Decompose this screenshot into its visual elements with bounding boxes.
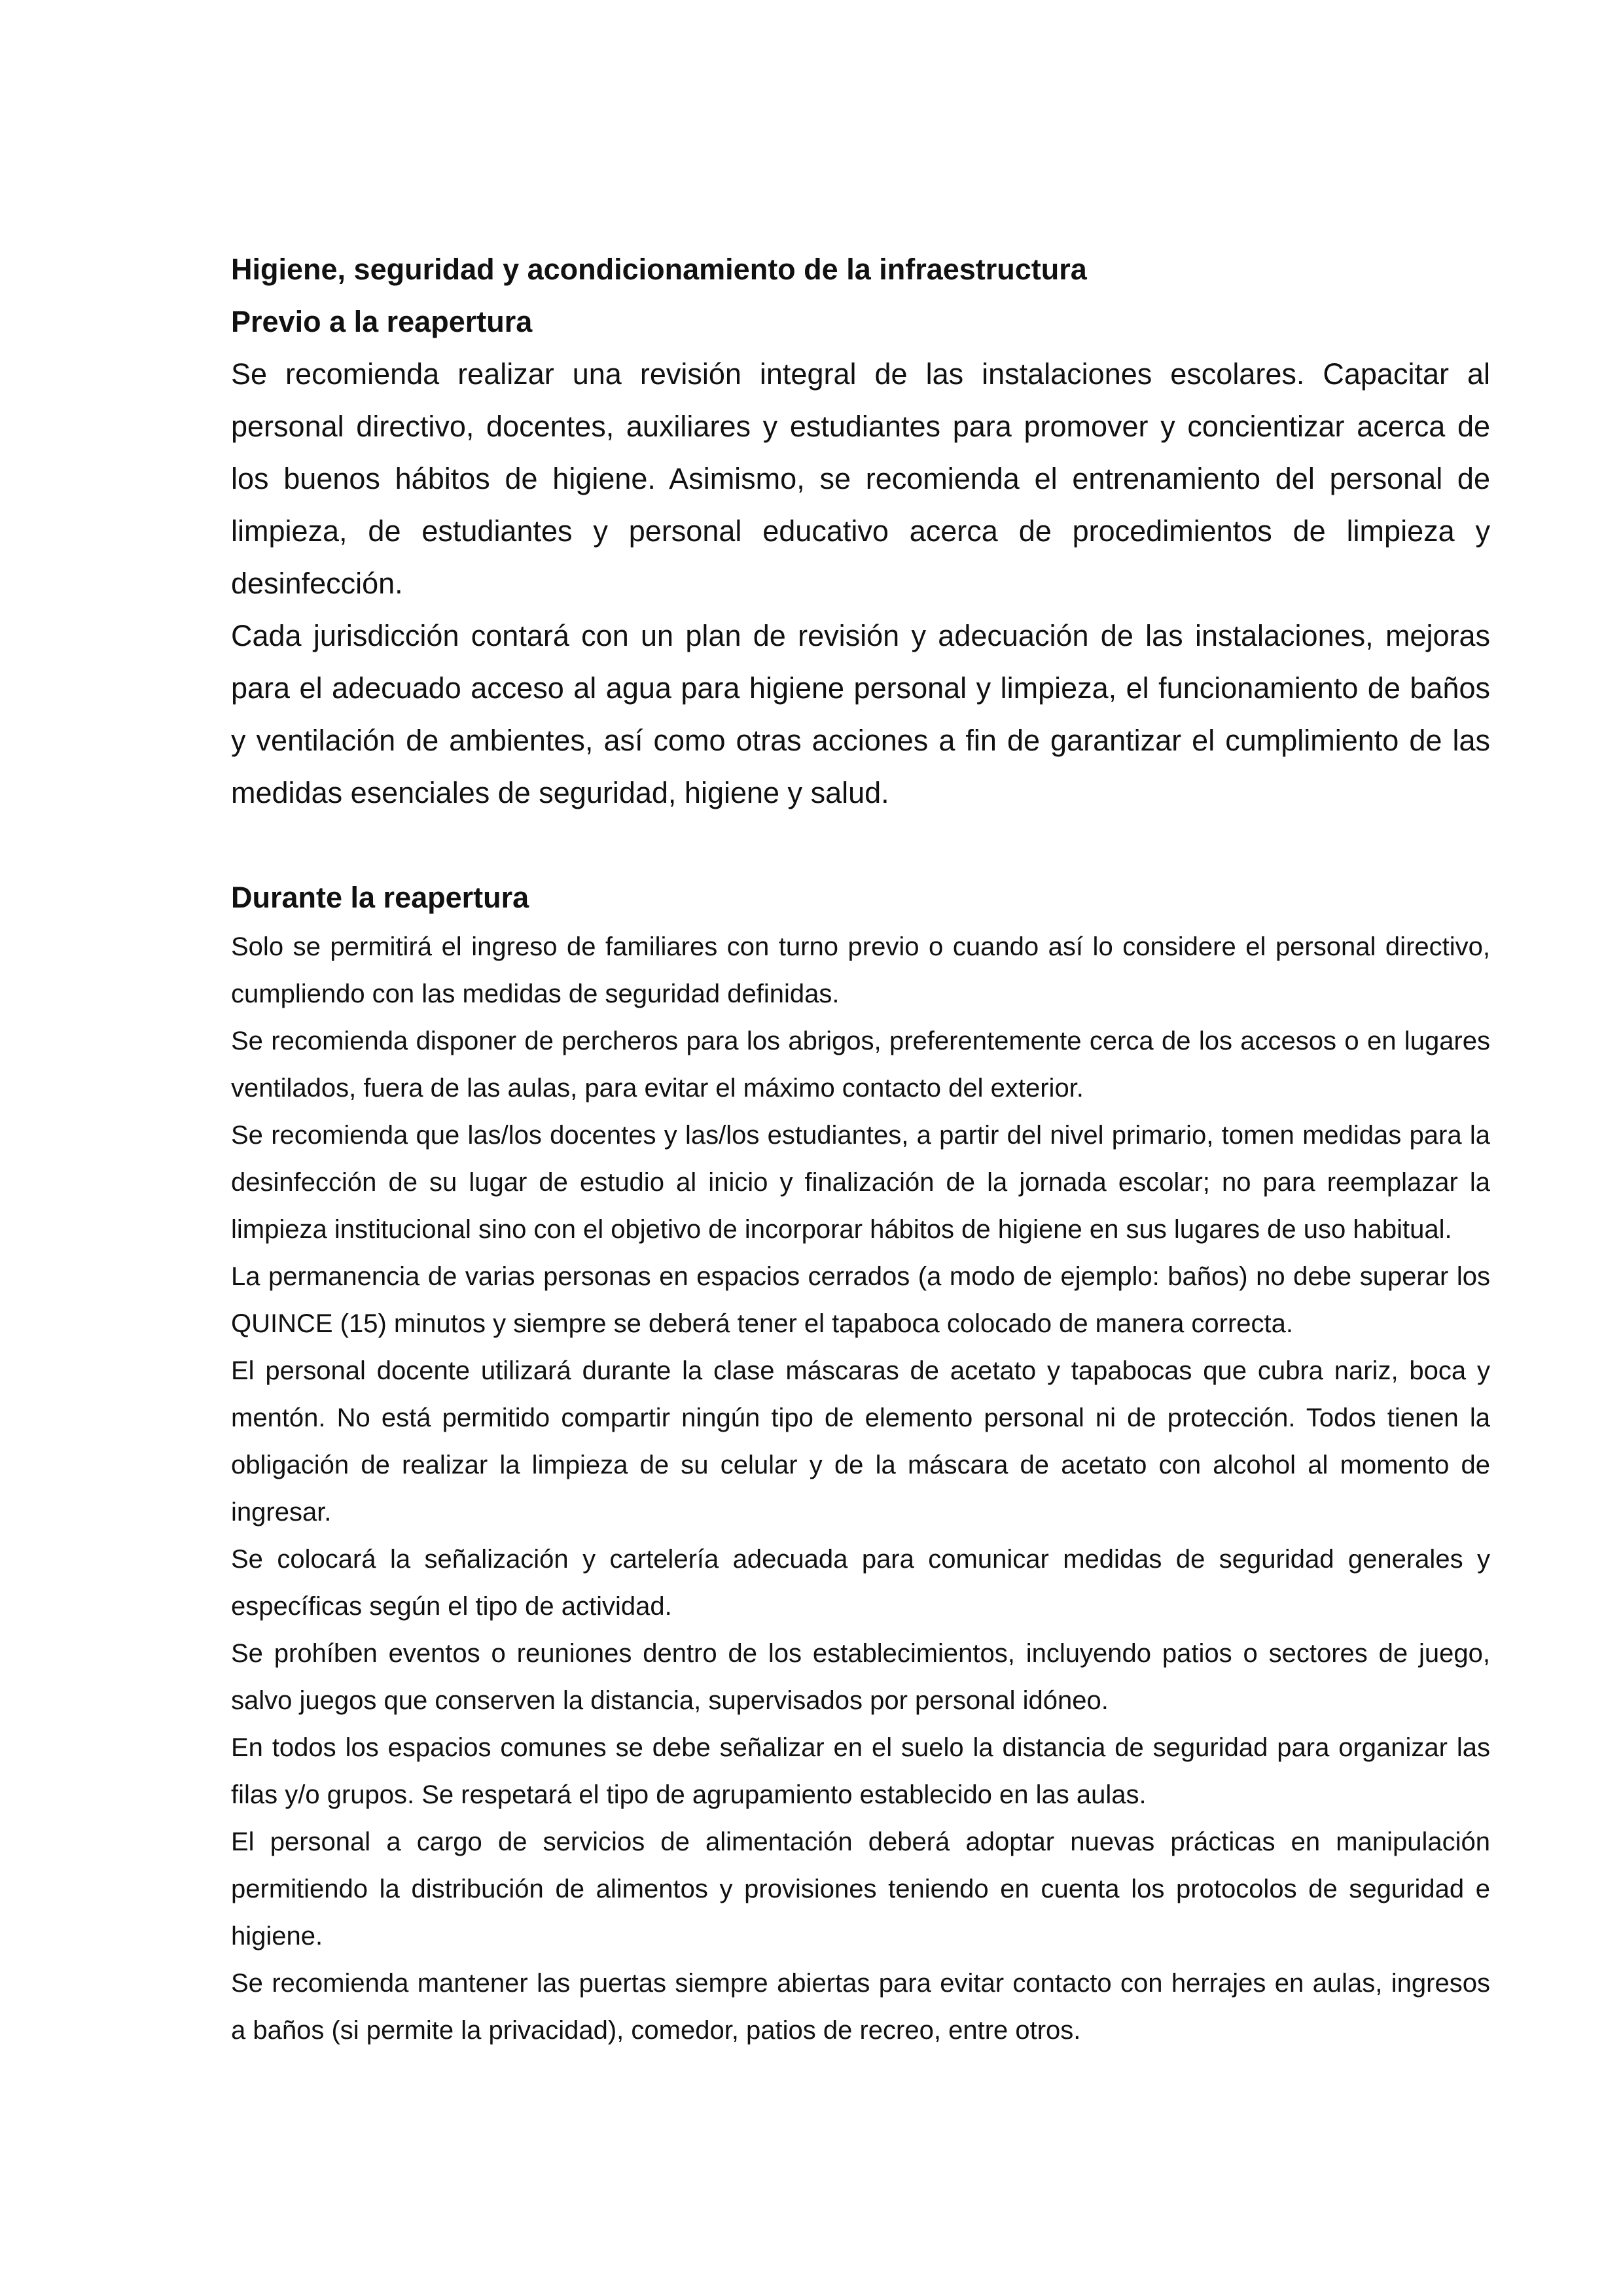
paragraph: Se colocará la señalización y cartelería adecuada para comunicar medidas de seguridad generales y específicas según el tipo de actividad. <box>231 1545 1490 1621</box>
paragraph: Se recomienda realizar una revisión integral de las instalaciones escolares. Capacitar al personal directivo, docentes, auxiliares y estudiantes para promover y concientizar acerca de los buenos hábitos de higiene. Asimismo, se recomienda el entrenamiento del personal de limpieza, de estudiantes y personal educativo acerca de procedimientos de limpieza y desinfección. <box>231 357 1490 600</box>
paragraph: El personal a cargo de servicios de alimentación deberá adoptar nuevas prácticas en manipulación permitiendo la distribución de alimentos y provisiones teniendo en cuenta los protocolos de seguridad e higiene. <box>231 1828 1490 1951</box>
document-title: Higiene, seguridad y acondicionamiento de la infraestructura <box>231 253 1087 286</box>
paragraph: Se recomienda mantener las puertas siempre abiertas para evitar contacto con herrajes en aulas, ingresos a baños (si permite la privacidad), comedor, patios de recreo, entre otros. <box>231 1969 1490 2045</box>
document-body <box>231 243 1490 2054</box>
section-heading-previo: Previo a la reapertura <box>231 305 533 338</box>
section-heading-durante: Durante la reapertura <box>231 881 529 914</box>
paragraph: Se recomienda disponer de percheros para los abrigos, preferentemente cerca de los accesos o en lugares ventilados, fuera de las aulas, para evitar el máximo contacto del exterior. <box>231 1027 1490 1103</box>
paragraph: Se prohíben eventos o reuniones dentro de los establecimientos, incluyendo patios o sectores de juego, salvo juegos que conserven la distancia, supervisados por personal idóneo. <box>231 1639 1490 1715</box>
paragraph: Se recomienda que las/los docentes y las/los estudiantes, a partir del nivel primario, tomen medidas para la desinfección de su lugar de estudio al inicio y finalización de la jornada escolar; no para reemplazar la limpieza institucional sino con el objetivo de incorporar hábitos de higiene en sus lugares de uso habitual. <box>231 1121 1490 1244</box>
paragraph: La permanencia de varias personas en espacios cerrados (a modo de ejemplo: baños) no debe superar los QUINCE (15) minutos y siempre se deberá tener el tapaboca colocado de manera correcta. <box>231 1262 1490 1338</box>
paragraph: El personal docente utilizará durante la clase máscaras de acetato y tapabocas que cubra nariz, boca y mentón. No está permitido compartir ningún tipo de elemento personal ni de protección. Todos tienen la obligación de realizar la limpieza de su celular y de la máscara de acetato con alcohol al momento de ingresar. <box>231 1356 1490 1527</box>
paragraph: En todos los espacios comunes se debe señalizar en el suelo la distancia de seguridad para organizar las filas y/o grupos. Se respetará el tipo de agrupamiento establecido en las aulas. <box>231 1733 1490 1809</box>
paragraph: Cada jurisdicción contará con un plan de revisión y adecuación de las instalaciones, mejoras para el adecuado acceso al agua para higiene personal y limpieza, el funcionamiento de baños y ventilación de ambientes, así como otras acciones a fin de garantizar el cumplimiento de las medidas esenciales de seguridad, higiene y salud. <box>231 619 1490 809</box>
paragraph: Solo se permitirá el ingreso de familiares con turno previo o cuando así lo considere el personal directivo, cumpliendo con las medidas de seguridad definidas. <box>231 932 1490 1008</box>
section-spacer <box>231 819 1490 872</box>
